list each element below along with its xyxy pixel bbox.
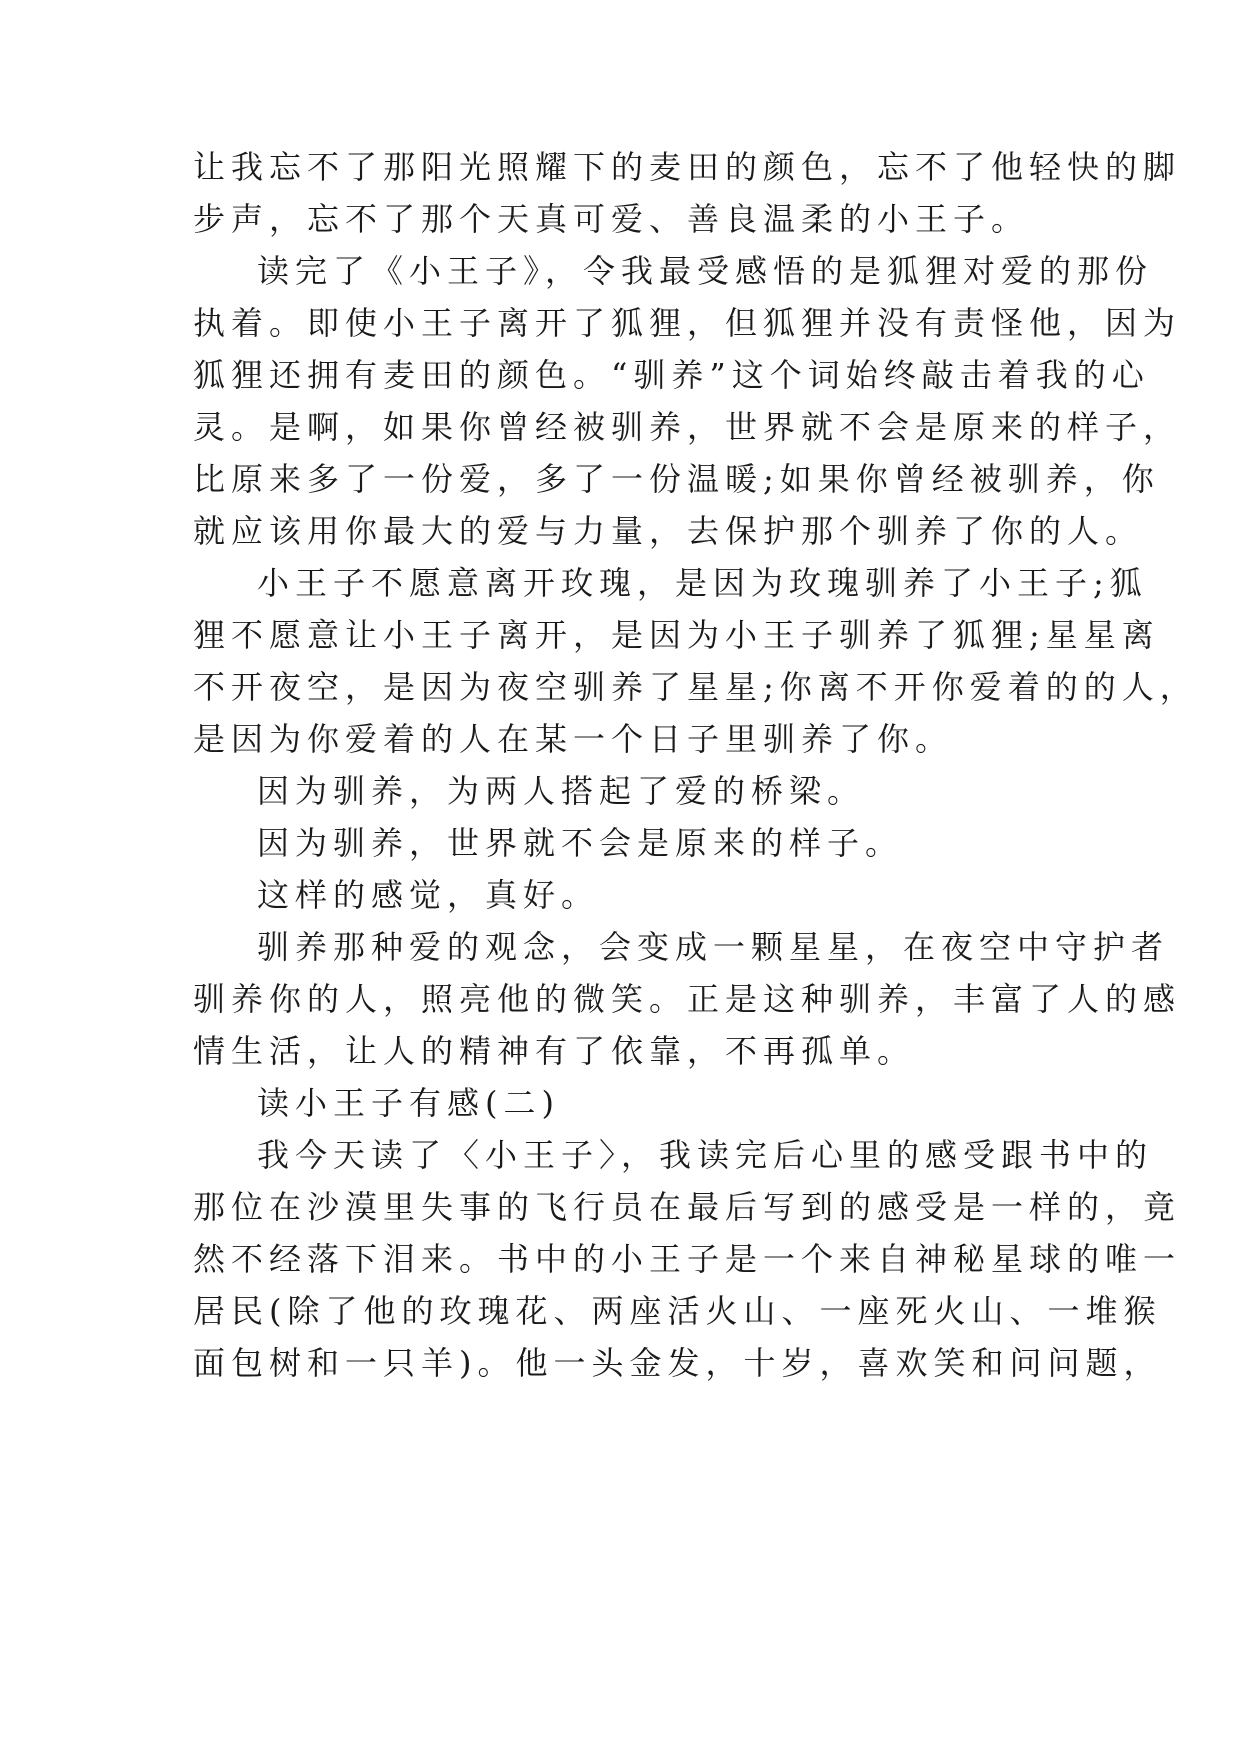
- text-line: 步声，忘不了那个天真可爱、善良温柔的小王子。: [193, 200, 1030, 238]
- section-heading: 读小王子有感(二): [257, 1084, 560, 1122]
- text-line: 驯养你的人，照亮他的微笑。正是这种驯养，丰富了人的感: [193, 980, 1182, 1018]
- text-line: 狐狸还拥有麦田的颜色。“驯养”这个词始终敲击着我的心: [193, 356, 1150, 394]
- text-line: 驯养那种爱的观念，会变成一颗星星，在夜空中守护者: [257, 928, 1170, 966]
- text-line: 小王子不愿意离开玫瑰，是因为玫瑰驯养了小王子;狐: [257, 564, 1148, 602]
- text-line: 执着。即使小王子离开了狐狸，但狐狸并没有责怪他，因为: [193, 304, 1182, 342]
- text-line: 狸不愿意让小王子离开，是因为小王子驯养了狐狸;星星离: [193, 616, 1160, 654]
- text-line: 是因为你爱着的人在某一个日子里驯养了你。: [193, 720, 954, 758]
- text-line: 因为驯养，为两人搭起了爱的桥梁。: [257, 772, 866, 810]
- text-line: 不开夜空，是因为夜空驯养了星星;你离不开你爱着的的人，: [193, 668, 1198, 706]
- text-line: 我今天读了〈小王子〉，我读完后心里的感受跟书中的: [257, 1136, 1154, 1174]
- text-line: 居民(除了他的玫瑰花、两座活火山、一座死火山、一堆猴: [193, 1292, 1162, 1330]
- text-line: 就应该用你最大的爱与力量，去保护那个驯养了你的人。: [193, 512, 1144, 550]
- text-line: 比原来多了一份爱，多了一份温暖;如果你曾经被驯养，你: [193, 460, 1160, 498]
- text-line: 然不经落下泪来。书中的小王子是一个来自神秘星球的唯一: [193, 1240, 1182, 1278]
- text-line: 因为驯养，世界就不会是原来的样子。: [257, 824, 904, 862]
- text-line: 那位在沙漠里失事的飞行员在最后写到的感受是一样的，竟: [193, 1188, 1182, 1226]
- text-line: 面包树和一只羊)。他一头金发，十岁，喜欢笑和问问题，: [193, 1344, 1162, 1382]
- text-line: 这样的感觉，真好。: [257, 876, 600, 914]
- text-line: 情生活，让人的精神有了依靠，不再孤单。: [193, 1032, 916, 1070]
- text-line: 读完了《小王子》，令我最受感悟的是狐狸对爱的那份: [257, 252, 1154, 290]
- text-line: 灵。是啊，如果你曾经被驯养，世界就不会是原来的样子，: [193, 408, 1182, 446]
- text-line: 让我忘不了那阳光照耀下的麦田的颜色，忘不了他轻快的脚: [193, 148, 1182, 186]
